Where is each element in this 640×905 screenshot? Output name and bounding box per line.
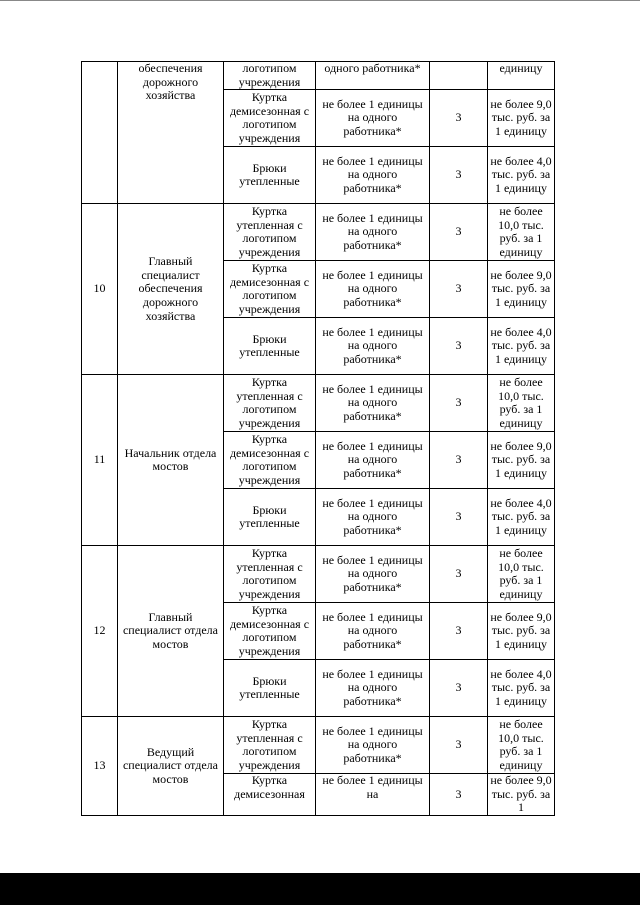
item-cell: Куртка утепленная с логотипом учреждения	[224, 204, 316, 261]
wear-period-cell: 3	[430, 261, 488, 318]
quantity-cell: не более 1 единицы на одного работника*	[316, 717, 430, 774]
quantity-cell: не более 1 единицы на одного работника*	[316, 603, 430, 660]
item-cell: Куртка демисезонная	[224, 774, 316, 816]
wear-period-cell: 3	[430, 489, 488, 546]
quantity-cell: не более 1 единицы на одного работника*	[316, 546, 430, 603]
wear-period-cell: 3	[430, 774, 488, 816]
quantity-cell: не более 1 единицы на одного работника*	[316, 204, 430, 261]
item-cell: Куртка демисезонная с логотипом учреждения	[224, 603, 316, 660]
price-cell: не более 10,0 тыс. руб. за 1 единицу	[488, 375, 555, 432]
quantity-cell: не более 1 единицы на одного работника*	[316, 660, 430, 717]
item-cell: Куртка утепленная с логотипом учреждения	[224, 375, 316, 432]
wear-period-cell: 3	[430, 147, 488, 204]
row-number-cell: 13	[82, 717, 118, 816]
position-cell: обеспечения дорожного хозяйства	[118, 62, 224, 204]
table-row	[82, 375, 555, 432]
position-cell: Главный специалист отдела мостов	[118, 546, 224, 717]
quantity-cell: не более 1 единицы на одного работника*	[316, 90, 430, 147]
row-number-cell: 12	[82, 546, 118, 717]
wear-period-cell: 3	[430, 375, 488, 432]
wear-period-cell: 3	[430, 546, 488, 603]
price-cell: не более 9,0 тыс. руб. за 1 единицу	[488, 432, 555, 489]
price-cell: не более 4,0 тыс. руб. за 1 единицу	[488, 147, 555, 204]
table-row	[82, 62, 555, 90]
row-number-cell: 11	[82, 375, 118, 546]
price-cell: не более 9,0 тыс. руб. за 1 единицу	[488, 603, 555, 660]
position-cell: Начальник отдела мостов	[118, 375, 224, 546]
quantity-cell: одного работника*	[316, 62, 430, 90]
item-cell: логотипом учреждения	[224, 62, 316, 90]
table-row	[82, 204, 555, 261]
item-cell: Брюки утепленные	[224, 147, 316, 204]
price-cell: единицу	[488, 62, 555, 90]
position-cell: Ведущий специалист отдела мостов	[118, 717, 224, 816]
wear-period-cell: 3	[430, 660, 488, 717]
item-cell: Брюки утепленные	[224, 489, 316, 546]
quantity-cell: не более 1 единицы на	[316, 774, 430, 816]
table-row	[82, 717, 555, 774]
price-cell: не более 9,0 тыс. руб. за 1 единицу	[488, 261, 555, 318]
table-row	[82, 546, 555, 603]
item-cell: Куртка утепленная с логотипом учреждения	[224, 717, 316, 774]
price-cell: не более 4,0 тыс. руб. за 1 единицу	[488, 318, 555, 375]
uniform-allowance-table	[81, 61, 555, 816]
price-cell: не более 9,0 тыс. руб. за 1	[488, 774, 555, 816]
wear-period-cell: 3	[430, 432, 488, 489]
item-cell: Куртка демисезонная с логотипом учреждения	[224, 261, 316, 318]
price-cell: не более 10,0 тыс. руб. за 1 единицу	[488, 717, 555, 774]
row-number-cell	[82, 62, 118, 204]
quantity-cell: не более 1 единицы на одного работника*	[316, 489, 430, 546]
price-cell: не более 9,0 тыс. руб. за 1 единицу	[488, 90, 555, 147]
wear-period-cell: 3	[430, 318, 488, 375]
quantity-cell: не более 1 единицы на одного работника*	[316, 261, 430, 318]
quantity-cell: не более 1 единицы на одного работника*	[316, 375, 430, 432]
page-top-edge	[0, 0, 640, 1]
item-cell: Куртка демисезонная с логотипом учреждения	[224, 90, 316, 147]
quantity-cell: не более 1 единицы на одного работника*	[316, 432, 430, 489]
quantity-cell: не более 1 единицы на одного работника*	[316, 147, 430, 204]
item-cell: Куртка утепленная с логотипом учреждения	[224, 546, 316, 603]
price-cell: не более 4,0 тыс. руб. за 1 единицу	[488, 489, 555, 546]
wear-period-cell	[430, 62, 488, 90]
wear-period-cell: 3	[430, 603, 488, 660]
scan-bottom-edge	[0, 873, 640, 905]
price-cell: не более 10,0 тыс. руб. за 1 единицу	[488, 546, 555, 603]
quantity-cell: не более 1 единицы на одного работника*	[316, 318, 430, 375]
wear-period-cell: 3	[430, 90, 488, 147]
position-cell: Главный специалист обеспечения дорожного хозяйства	[118, 204, 224, 375]
row-number-cell: 10	[82, 204, 118, 375]
item-cell: Куртка демисезонная с логотипом учреждения	[224, 432, 316, 489]
item-cell: Брюки утепленные	[224, 660, 316, 717]
wear-period-cell: 3	[430, 204, 488, 261]
price-cell: не более 4,0 тыс. руб. за 1 единицу	[488, 660, 555, 717]
item-cell: Брюки утепленные	[224, 318, 316, 375]
price-cell: не более 10,0 тыс. руб. за 1 единицу	[488, 204, 555, 261]
wear-period-cell: 3	[430, 717, 488, 774]
